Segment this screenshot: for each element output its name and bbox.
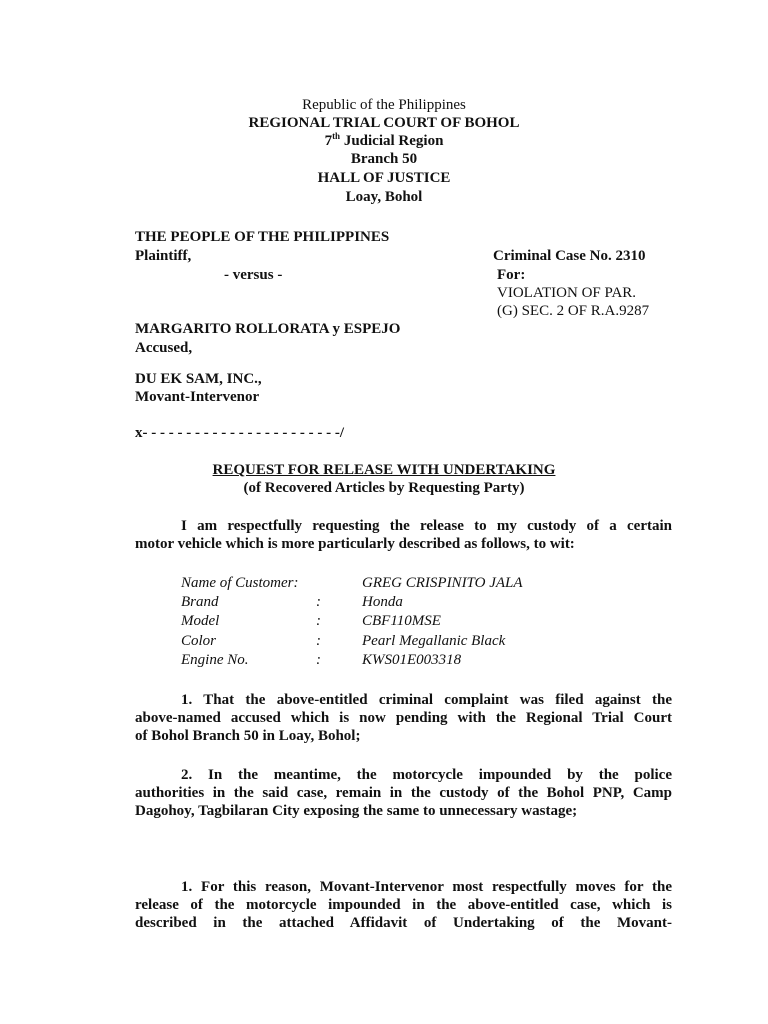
vehicle-value: KWS01E003318 — [362, 652, 462, 668]
judicial-region — [0, 132, 768, 150]
accused-label: Accused, — [135, 340, 193, 356]
court-name: REGIONAL TRIAL COURT OF BOHOL — [248, 115, 520, 131]
para3-line-3: described in the attached Affidavit of Undertaking of the Movant- — [135, 915, 672, 931]
plaintiff-label: Plaintiff, — [135, 248, 192, 264]
vehicle-colon: : — [316, 633, 321, 649]
republic-line: Republic of the Philippines — [302, 97, 466, 113]
violation-line-2: (G) SEC. 2 OF R.A.9287 — [497, 303, 650, 319]
vehicle-colon: : — [316, 594, 321, 610]
branch-line: Branch 50 — [350, 151, 418, 167]
region-number: 7 — [324, 133, 333, 149]
vehicle-value: CBF110MSE — [362, 613, 441, 629]
accused-name: MARGARITO ROLLORATA y ESPEJO — [135, 321, 401, 337]
document-subtitle: (of Recovered Articles by Requesting Party) — [243, 480, 525, 496]
vehicle-colon: : — [316, 613, 321, 629]
para3-line-1: 1. For this reason, Movant-Intervenor most respectfully moves for the — [181, 879, 672, 895]
vehicle-label: Brand — [181, 594, 219, 610]
para2-line-2: authorities in the said case, remain in the custody of the Bohol PNP, Camp — [135, 785, 672, 801]
case-number: Criminal Case No. 2310 — [493, 248, 646, 264]
para1-line-1: 1. That the above-entitled criminal complaint was filed against the — [181, 692, 672, 708]
para1-line-3: of Bohol Branch 50 in Loay, Bohol; — [135, 728, 361, 744]
vehicle-value: Honda — [362, 594, 403, 610]
vehicle-colon: : — [316, 652, 321, 668]
place-line: Loay, Bohol — [345, 189, 423, 205]
vehicle-value: Pearl Megallanic Black — [362, 633, 506, 649]
vehicle-label: Color — [181, 633, 217, 649]
para1-line-2: above-named accused which is now pending with the Regional Trial Court — [135, 710, 672, 726]
for-label: For: — [497, 267, 526, 283]
versus-label: - versus - — [224, 267, 283, 283]
vehicle-value: GREG CRISPINITO JALA — [362, 575, 523, 591]
region-text: Judicial Region — [340, 133, 444, 149]
para2-line-3: Dagohoy, Tagbilaran City exposing the same to unnecessary wastage; — [135, 803, 578, 819]
vehicle-label: Model — [181, 613, 220, 629]
intervenor-name: DU EK SAM, INC., — [135, 371, 262, 387]
para2-line-1: 2. In the meantime, the motorcycle impounded by the police — [181, 767, 672, 783]
caption-separator: x- - - - - - - - - - - - - - - - - - - - - - -/ — [135, 425, 345, 441]
intro-line-1: I am respectfully requesting the release to my custody of a certain — [181, 518, 672, 534]
violation-line-1: VIOLATION OF PAR. — [497, 285, 637, 301]
intro-line-2: motor vehicle which is more particularly described as follows, to wit: — [135, 536, 575, 552]
hall-of-justice: HALL OF JUSTICE — [317, 170, 451, 186]
region-suffix: th — [332, 131, 341, 141]
vehicle-label: Name of Customer: — [181, 575, 299, 591]
para3-line-2: release of the motorcycle impounded in the above-entitled case, which is — [135, 897, 672, 913]
intervenor-label: Movant-Intervenor — [135, 389, 260, 405]
vehicle-label: Engine No. — [181, 652, 249, 668]
plaintiff-name: THE PEOPLE OF THE PHILIPPINES — [135, 229, 390, 245]
document-title: REQUEST FOR RELEASE WITH UNDERTAKING — [212, 462, 556, 478]
